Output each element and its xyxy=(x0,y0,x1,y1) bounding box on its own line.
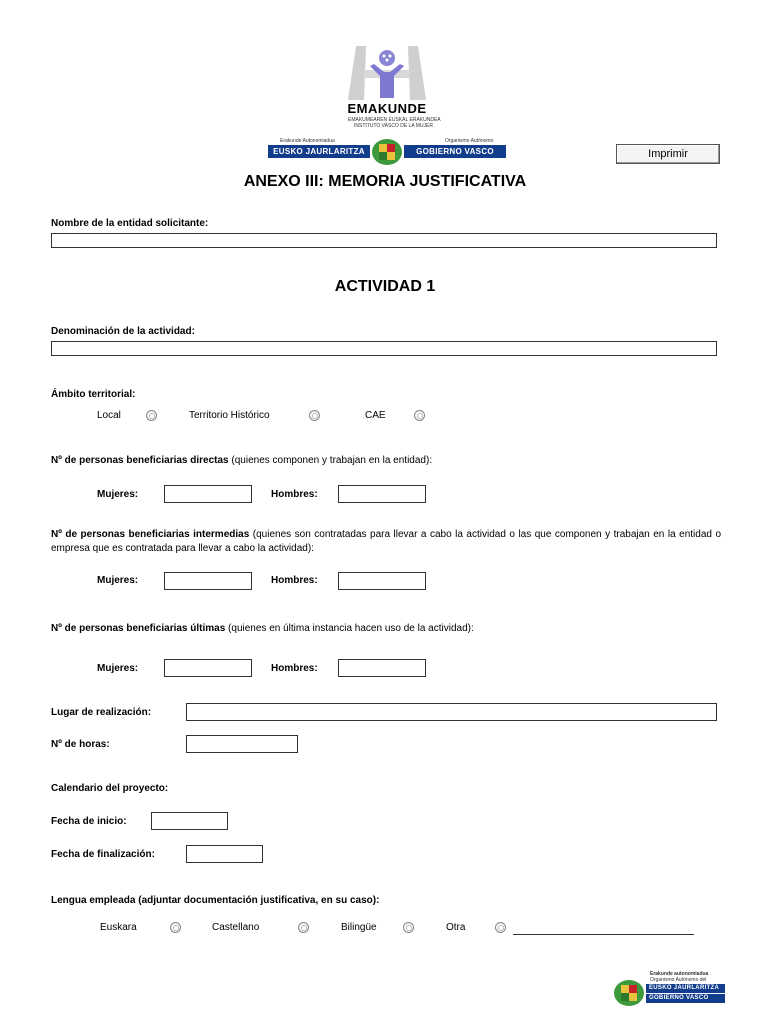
gov-left-small: Erakunde Autonomiadua xyxy=(280,138,335,144)
ultimas-men-label: Hombres: xyxy=(271,663,318,674)
lengua-radio-bilingue[interactable] xyxy=(403,922,414,933)
lengua-option-castellano: Castellano xyxy=(212,922,260,933)
ambito-radio-local[interactable] xyxy=(146,410,157,421)
intermedias-label-rest: (quienes son contratadas para llevar a cabo la actividad o las que componen y trabajan en la entidad o empresa que es contratada para llevar a cabo la actividad): xyxy=(51,529,722,554)
lengua-radio-euskara[interactable] xyxy=(170,922,181,933)
horas-input[interactable] xyxy=(186,735,298,753)
intermedias-men-label: Hombres: xyxy=(271,575,318,586)
footer-small-1: Erakunde autonomiadua xyxy=(650,971,709,977)
gov-right-bar: GOBIERNO VASCO xyxy=(404,145,506,158)
lengua-radio-otra[interactable] xyxy=(495,922,506,933)
lengua-option-bilingue: Bilingüe xyxy=(341,922,377,933)
gov-right-small: Organismo Autónomo xyxy=(445,138,494,144)
ultimas-label xyxy=(51,622,721,636)
emakunde-logo xyxy=(342,44,441,144)
ambito-radio-territorio[interactable] xyxy=(309,410,320,421)
footer-coat-of-arms-icon xyxy=(612,978,646,1008)
page-title: ANEXO III: MEMORIA JUSTIFICATIVA xyxy=(243,173,527,190)
ultimas-men-input[interactable] xyxy=(338,659,426,677)
activity-title: ACTIVIDAD 1 xyxy=(334,278,436,295)
lengua-radio-castellano[interactable] xyxy=(298,922,309,933)
footer-bar-1: EUSKO JAURLARITZA xyxy=(646,984,725,993)
lugar-label: Lugar de realización: xyxy=(51,707,152,718)
directas-men-label: Hombres: xyxy=(271,489,318,500)
inicio-input[interactable] xyxy=(151,812,228,830)
lengua-option-euskara: Euskara xyxy=(100,922,137,933)
ultimas-women-label: Mujeres: xyxy=(97,663,139,674)
ambito-option-territorio: Territorio Histórico xyxy=(189,410,270,421)
lengua-label: Lengua empleada (adjuntar documentación justificativa, en su caso): xyxy=(51,895,380,906)
intermedias-women-input[interactable] xyxy=(164,572,252,590)
horas-label: Nº de horas: xyxy=(51,739,110,750)
logo-subtitle-2: INSTITUTO VASCO DE LA MUJER xyxy=(354,123,433,129)
directas-label-rest: (quienes componen y trabajan en la entidad): xyxy=(228,455,433,466)
footer-bar-2: GOBIERNO VASCO xyxy=(646,994,725,1003)
ultimas-label-bold: Nº de personas beneficiarias últimas xyxy=(51,623,226,634)
intermedias-label xyxy=(51,528,721,556)
print-button[interactable]: Imprimir xyxy=(616,144,720,164)
directas-women-label: Mujeres: xyxy=(97,489,139,500)
fin-input[interactable] xyxy=(186,845,263,863)
directas-men-input[interactable] xyxy=(338,485,426,503)
ambito-option-local: Local xyxy=(97,410,121,421)
lengua-option-otra: Otra xyxy=(446,922,466,933)
lugar-input[interactable] xyxy=(186,703,717,721)
gov-left-bar: EUSKO JAURLARITZA xyxy=(268,145,370,158)
directas-label xyxy=(51,454,721,468)
calendario-label: Calendario del proyecto: xyxy=(51,783,169,794)
footer-small-2: Organismo Autónomo del xyxy=(650,977,707,983)
logo-name: EMAKUNDE xyxy=(347,101,427,116)
denomination-input[interactable] xyxy=(51,341,717,356)
ultimas-label-rest: (quienes en última instancia hacen uso de la actividad): xyxy=(225,623,474,634)
fin-label: Fecha de finalización: xyxy=(51,849,155,860)
inicio-label: Fecha de inicio: xyxy=(51,816,127,827)
emakunde-emblem-icon xyxy=(342,44,432,100)
intermedias-women-label: Mujeres: xyxy=(97,575,139,586)
ambito-label: Ámbito territorial: xyxy=(51,389,136,400)
ultimas-women-input[interactable] xyxy=(164,659,252,677)
intermedias-men-input[interactable] xyxy=(338,572,426,590)
directas-label-bold: Nº de personas beneficiarias directas xyxy=(51,455,229,466)
coat-of-arms-icon xyxy=(370,137,404,167)
ambito-option-cae: CAE xyxy=(365,410,386,421)
lengua-otra-input[interactable] xyxy=(513,934,694,935)
entity-name-input[interactable] xyxy=(51,233,717,248)
ambito-radio-cae[interactable] xyxy=(414,410,425,421)
entity-label: Nombre de la entidad solicitante: xyxy=(51,218,209,229)
intermedias-label-bold: Nº de personas beneficiarias intermedias xyxy=(51,529,250,540)
denomination-label: Denominación de la actividad: xyxy=(51,326,195,337)
directas-women-input[interactable] xyxy=(164,485,252,503)
logo-subtitle-1: EMAKUMEAREN EUSKAL ERAKUNDEA xyxy=(348,117,441,123)
